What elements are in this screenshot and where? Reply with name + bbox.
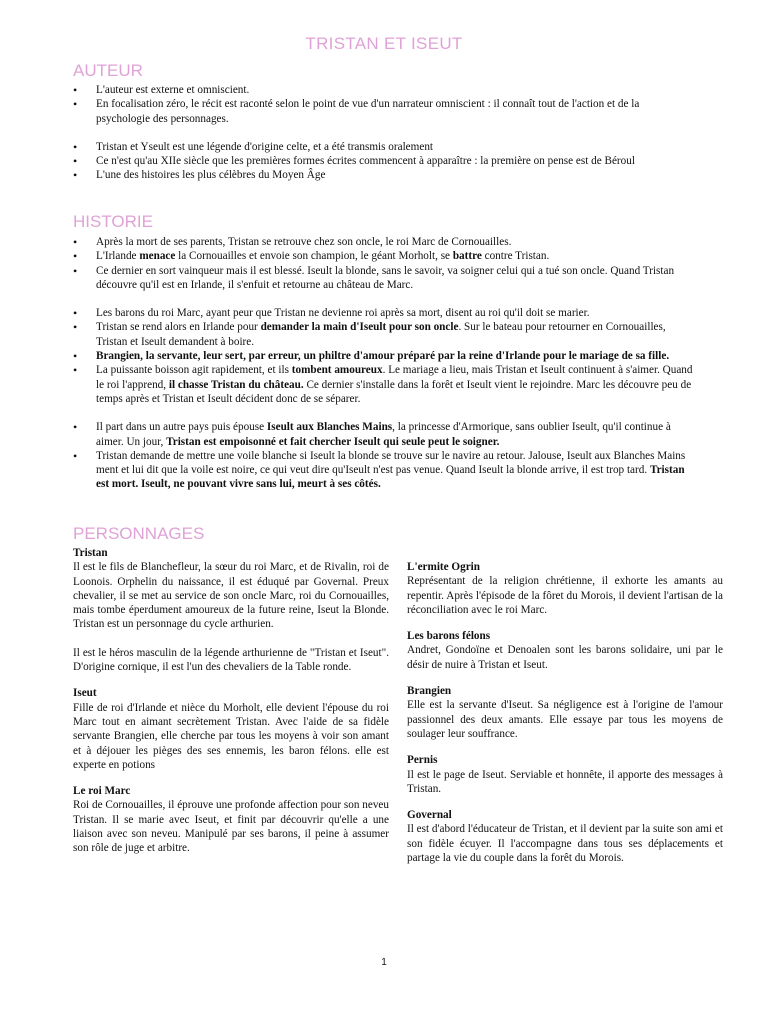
character-description: Il est le page de Iseut. Serviable et honnête, il apporte des messages à Tristan. <box>407 768 723 795</box>
auteur-bullet-item <box>73 97 693 126</box>
character-entry <box>407 808 723 865</box>
text-run: Ce dernier s'installe dans la forêt et Iseult vient le rejoindre. Marc les découvre peu de temps après et Tristan et Iseult décident donc de se séparer. <box>96 378 692 405</box>
text-run: la Cornouailles et envoie son champion, le géant Morholt, se <box>175 250 453 263</box>
character-description: Roi de Cornouailles, il éprouve une profonde affection pour son neveu Tristan. Il se marie avec Iseut, et finit par découvrir qu'elle a une liaison avec son neveu. Manipulé par ses barons, il peine à assumer son rôle de juge et arbitre. <box>73 799 389 855</box>
text-run: contre Tristan. <box>481 250 550 263</box>
character-description: Il est d'abord l'éducateur de Tristan, et il devient par la suite son ami et son fidèle écuyer. Il l'accompagne dans tous ses déplacements et partage la vie du couple dans la forêt du Morois. <box>407 823 723 865</box>
character-entry <box>73 784 389 855</box>
text-run: L'Irlande <box>96 250 140 263</box>
bold-text: Iseult aux Blanches Mains <box>266 421 393 434</box>
bold-text: Tristan est mort. Iseult, ne pouvant vivre sans lui, meurt à ses côtés. <box>96 464 685 491</box>
character-entry <box>407 684 723 741</box>
text-run: Tristan se rend alors en Irlande pour <box>96 321 261 334</box>
histoire-bullet-item <box>73 264 693 293</box>
character-name: Tristan <box>73 547 108 559</box>
text-run: L'auteur est externe et omniscient. <box>96 84 250 96</box>
text-run: Après la mort de ses parents, Tristan se retrouve chez son oncle, le roi Marc de Cornouailles. <box>96 236 512 248</box>
character-entry <box>407 560 723 617</box>
histoire-bullet-item <box>73 306 693 320</box>
text-run: , la princesse d'Armorique, sans oublier Iseult, qu'il continue à aimer. Un jour, <box>96 421 671 448</box>
character-description: Fille de roi d'Irlande et nièce du Morholt, elle devient l'épouse du roi Marc tout en aimant secrètement Tristan. Avec l'aide de sa fidèle servante Brangien, elle cherche par tous les moyens à voir son amant et à déjouer les pièges des ses ennemis, les baron félons. elle est experte en potions <box>73 701 389 771</box>
personnages-right-column <box>407 560 723 877</box>
section-heading-auteur: AUTEUR <box>73 61 143 80</box>
auteur-bullet-item <box>73 168 693 182</box>
text-run: La puissante boisson agit rapidement, et ils <box>96 364 292 377</box>
auteur-bullet-item <box>73 140 693 154</box>
character-name: Le roi Marc <box>73 785 131 798</box>
histoire-bullet-item <box>73 420 693 449</box>
character-name: Governal <box>407 809 452 822</box>
character-entry <box>73 546 389 674</box>
character-description: Il est le fils de Blanchefleur, la sœur du roi Marc, et de Rivalin, roi de Loonois. Orphelin du naissance, il est éduqué par Governal. Preux chevalier, il se met au service de son oncle Marc, roi du Cornouailles, mais tombe éperdument amoureux de la future reine, Iseut la Blonde. Tristan est un personnage du cycle arthurien. <box>73 561 389 631</box>
histoire-bullet-item <box>73 449 693 492</box>
character-entry <box>407 629 723 672</box>
text-run: Tristan et Yseult est une légende d'origine celte, et a été transmis oralement <box>96 140 434 153</box>
character-name: L'ermite Ogrin <box>407 561 481 573</box>
character-description: Représentant de la religion chrétienne, il exhorte les amants au repentir. Après l'épisode de la fôret du Morois, il devient l'artisan de la réconciliation avec le roi Marc. <box>407 575 723 616</box>
character-entry <box>73 686 389 772</box>
bold-text: Brangien, la servante, leur sert, par erreur, un philtre d'amour préparé par la reine d'Irlande pour le mariage de sa fille. <box>96 350 670 363</box>
auteur-bullet-item <box>73 154 693 168</box>
auteur-bullet-item <box>73 83 693 97</box>
histoire-bullet-item <box>73 363 693 406</box>
bold-text: menace <box>139 250 176 263</box>
text-run: Il part dans un autre pays puis épouse <box>96 421 267 434</box>
section-heading-personnages: PERSONNAGES <box>73 524 205 543</box>
document-title: TRISTAN ET ISEUT <box>305 34 463 53</box>
text-run: L'une des histoires les plus célèbres du Moyen Âge <box>96 169 326 182</box>
text-run: Ce n'est qu'au XIIe siècle que les premières formes écrites commencent à apparaître : la première on pense est de Béroul <box>96 155 635 168</box>
character-description: Elle est la servante d'Iseut. Sa négligence est à l'origine de l'amour passionnel des deux amants. Elle essaye par tous les moyens de soulager leur souffrance. <box>407 699 723 740</box>
character-name: Les barons félons <box>407 630 491 643</box>
bold-text: Tristan est empoisonné et fait chercher Iseult qui seule peut le soigner. <box>166 435 500 448</box>
bold-text: il chasse Tristan du château. <box>168 378 304 391</box>
character-name: Iseut <box>73 687 97 700</box>
personnages-left-column <box>73 546 389 868</box>
section-heading-histoire: HISTORIE <box>73 212 153 231</box>
bold-text: tombent amoureux <box>291 364 383 377</box>
histoire-bullet-list <box>73 235 693 492</box>
text-run: . Le mariage a lieu, mais Tristan et Iseult continuent à s'aimer. Quand le roi l'apprend, <box>96 364 693 391</box>
bold-text: battre <box>452 250 482 263</box>
histoire-bullet-item <box>73 235 693 249</box>
text-run: Ce dernier en sort vainqueur mais il est blessé. Iseult la blonde, sans le savoir, va soigner celui qui a tué son oncle. Quand Tristan découvre qu'il est en Irlande, il s'enfuit et retourne au château de Marc. <box>96 264 675 291</box>
page-number: 1 <box>381 957 387 968</box>
text-run: Tristan demande de mettre une voile blanche si Iseult la blonde se trouve sur le navire au retour. Jalouse, Iseult aux Blanches Mains ment et lui dit que la voile est noire, ce qui veut dire qu'Iseult n'est pas venue. Quand Iseult la blonde arrive, il est trop tard. <box>96 449 686 477</box>
text-run: En focalisation zéro, le récit est raconté selon le point de vue d'un narrateur omniscient : il connaît tout de l'action et de la psychologie des personnages. <box>96 98 640 125</box>
character-description: Andret, Gondoïne et Denoalen sont les barons solidaire, uni par le désir de nuire à Tristan et Iseut. <box>407 644 723 671</box>
histoire-bullet-item <box>73 349 693 363</box>
histoire-bullet-item <box>73 320 693 349</box>
character-name: Pernis <box>407 754 438 767</box>
bold-text: demander la main d'Iseult pour son oncle <box>260 321 459 334</box>
character-name: Brangien <box>407 685 452 698</box>
text-run: . Sur le bateau pour retourner en Cornouailles, Tristan et Iseult demandent à boire. <box>96 321 666 348</box>
histoire-bullet-item <box>73 249 693 263</box>
auteur-bullet-list <box>73 83 693 183</box>
character-entry <box>407 753 723 796</box>
character-description: Il est le héros masculin de la légende arthurienne de "Tristan et Iseut". D'origine cornique, il est l'un des chevaliers de la Table ronde. <box>73 646 389 674</box>
text-run: Les barons du roi Marc, ayant peur que Tristan ne devienne roi après sa mort, disent au roi qu'il doit se marier. <box>96 307 590 320</box>
